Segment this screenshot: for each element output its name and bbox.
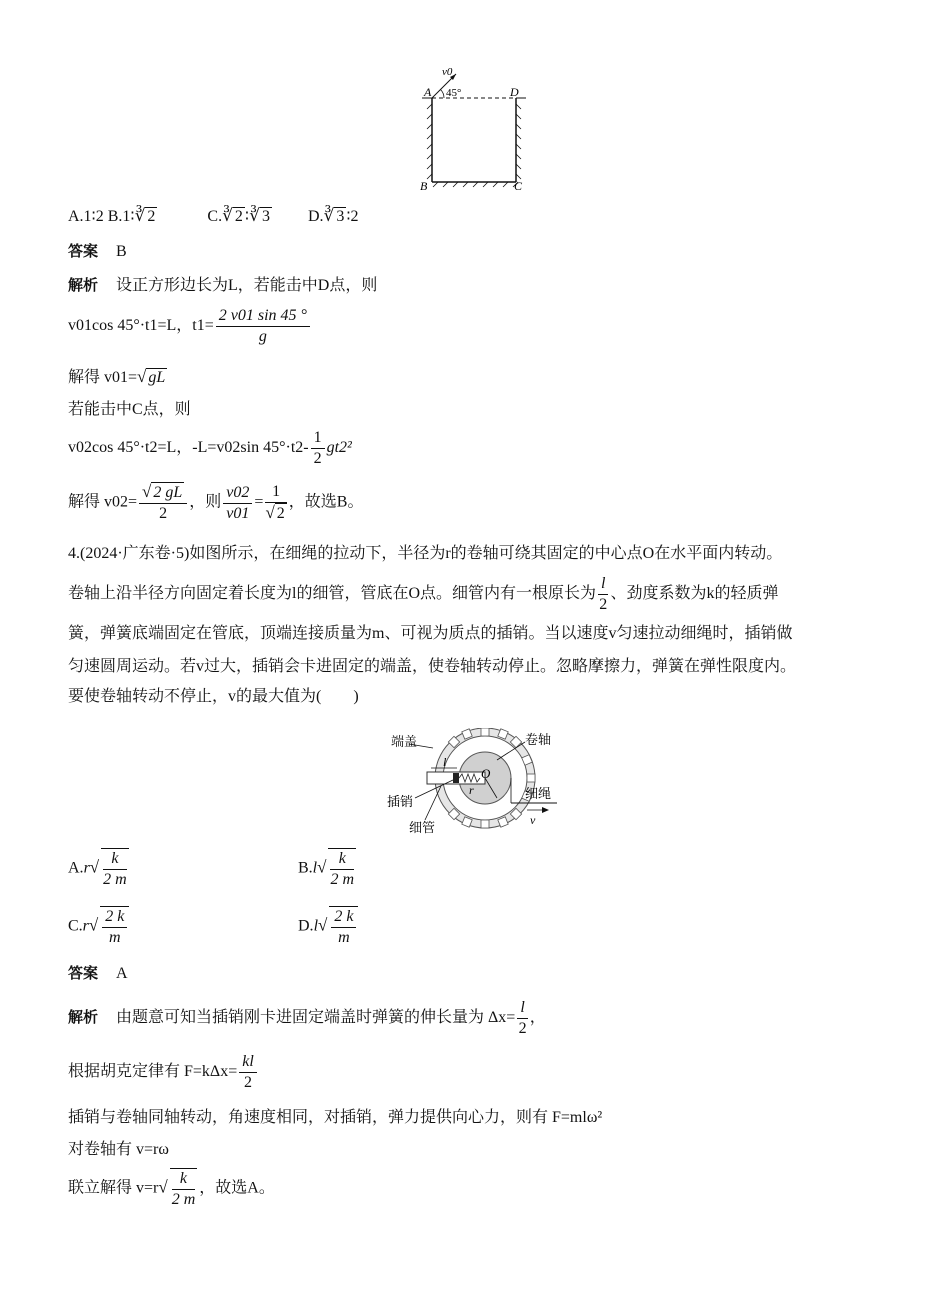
q4-option-c: C.r√ $\frac{2 k}{m}$ bbox=[68, 906, 131, 948]
q4-analysis-line4: 对卷轴有 v=rω bbox=[68, 1141, 169, 1158]
q4-analysis-line2 bbox=[68, 1052, 259, 1093]
q3-option-a: A.1∶2 bbox=[68, 208, 104, 225]
q3-option-b: B.1∶ bbox=[107, 208, 135, 225]
q4-stem bbox=[68, 536, 868, 712]
q3-eq4-rad-den: 2 bbox=[276, 505, 285, 522]
q3-eq4-eq: = bbox=[254, 493, 264, 511]
q3-eq3-left: v02cos 45°·t2=L，-L=v02sin 45°·t2- bbox=[68, 439, 309, 457]
q4-analysis-line5: 联立解得 v=r√ $\frac{k}{2 m}$ ，故选A。 bbox=[68, 1170, 275, 1208]
q4-option-b: B.l√ $\frac{k}{2 m}$ bbox=[298, 850, 355, 888]
q4-option-d-den: m bbox=[338, 929, 350, 946]
q4-analysis-line3: 插销与卷轴同轴转动，角速度相同，对插销，弹力提供向心力，则有 F=mlω² bbox=[68, 1109, 603, 1126]
q3-eq4-ratio-den: v01 bbox=[226, 504, 250, 522]
label-r: r bbox=[469, 783, 474, 797]
analysis-label: 解析 bbox=[68, 276, 99, 294]
label-end-cap: 端盖 bbox=[391, 735, 418, 750]
q4-stem-line5: 要使卷轴转动不停止，v的最大值为( ) bbox=[68, 688, 359, 705]
q4-stem-2b: 、劲度系数为k的轻质弹 bbox=[610, 585, 779, 602]
q3-answer bbox=[68, 240, 127, 261]
q4-a5-text: 联立解得 v=r bbox=[68, 1179, 159, 1197]
q4-stem-frac-den: 2 bbox=[599, 595, 608, 613]
q3-eq4-one: 1 bbox=[265, 482, 286, 503]
v0-label: v0 bbox=[442, 66, 453, 78]
label-rope: 细绳 bbox=[525, 787, 552, 802]
q3-option-c: C. bbox=[207, 208, 223, 225]
q4-a1-num: l bbox=[517, 998, 527, 1019]
square-trajectory-figure bbox=[410, 62, 540, 197]
q3-eq4-ratio-num: v02 bbox=[223, 483, 252, 504]
q4-option-a: A.r√ $\frac{k}{2 m}$ bbox=[68, 850, 127, 888]
q3-option-d-tail: ∶2 bbox=[346, 208, 359, 225]
q3-option-c-sep: ∶ bbox=[244, 208, 250, 225]
label-reel: 卷轴 bbox=[525, 733, 552, 748]
answer-label: 答案 bbox=[68, 242, 99, 260]
q4-option-c-coef: r bbox=[82, 917, 89, 935]
point-c-label: C bbox=[514, 179, 523, 193]
q4-option-d-coef: l bbox=[313, 917, 319, 935]
q4-a1-text: 由题意可知当插销刚卡进固定端盖时弹簧的伸长量为 Δx= bbox=[116, 1009, 516, 1027]
q3-option-c-rad2: 3 bbox=[261, 208, 270, 225]
q4-option-d: D.l√ $\frac{2 k}{m}$ bbox=[298, 906, 360, 948]
q3-analysis-line4: 若能击中C点，则 bbox=[68, 401, 191, 418]
q3-eq2-left: 解得 v01= bbox=[68, 369, 138, 386]
q4-option-c-key: C. bbox=[68, 917, 83, 935]
q4-a5-den: 2 m bbox=[171, 1191, 196, 1208]
q4-option-d-key: D. bbox=[298, 917, 314, 935]
q3-analysis-line1 bbox=[68, 272, 377, 295]
q3-eq4-num-rad: 2 gL bbox=[153, 484, 183, 501]
q4-stem-line3: 簧，弹簧底端固定在管底，顶端连接质量为m、可视为质点的插销。当以速度v匀速拉动细绳时，插销做 bbox=[68, 625, 793, 642]
q4-option-a-num: k bbox=[103, 849, 127, 870]
q3-eq1-left: v01cos 45°·t1=L，t1= bbox=[68, 317, 214, 335]
q3-equation-3 bbox=[68, 428, 352, 469]
q3-option-c-rad1: 2 bbox=[234, 208, 243, 225]
answer-label: 答案 bbox=[68, 964, 99, 982]
q3-eq3-den: 2 bbox=[313, 450, 322, 467]
q3-equation-4: 解得 v02= $\frac{√ 2 gL}{2}$ ，则 $\frac{v02}{v01}$ = $\frac{1}{√ 2}$ ，故选B。 bbox=[68, 482, 364, 522]
answer-value: B bbox=[116, 243, 127, 260]
q4-option-b-key: B. bbox=[298, 859, 313, 877]
q3-eq4-pre: 解得 v02= bbox=[68, 493, 138, 511]
q4-stem-line2 bbox=[68, 572, 868, 616]
q3-eq4-den: 2 bbox=[159, 505, 168, 522]
q3-options: A.1∶2 B.1∶∛ 2 C.∛ 2 ∶∛ 3 D.∛ 3 ∶2 bbox=[68, 206, 359, 225]
q4-option-a-key: A. bbox=[68, 859, 84, 877]
q4-option-b-coef: l bbox=[312, 859, 318, 877]
reel-figure bbox=[385, 728, 575, 836]
label-tube: 细管 bbox=[409, 821, 436, 836]
label-pin: 插销 bbox=[387, 795, 414, 810]
q3-eq4-mid: ，则 bbox=[189, 493, 222, 511]
q4-a2-den: 2 bbox=[244, 1074, 253, 1091]
q4-analysis-line1 bbox=[68, 998, 546, 1039]
q4-option-a-den: 2 m bbox=[103, 871, 127, 888]
q3-eq2-rad: gL bbox=[148, 369, 166, 386]
q4-stem-frac-num: l bbox=[598, 574, 608, 595]
q4-option-c-den: m bbox=[109, 929, 121, 946]
q4-stem-2a: 卷轴上沿半径方向固定着长度为l的细管，管底在O点。细管内有一根原长为 bbox=[68, 585, 597, 602]
label-o: O bbox=[481, 766, 491, 781]
q3-option-b-rad: 2 bbox=[147, 208, 156, 225]
q3-option-d: D. bbox=[307, 208, 324, 225]
q3-eq3-num: 1 bbox=[311, 428, 325, 449]
q4-stem-line4: 匀速圆周运动。若v过大，插销会卡进固定的端盖，使卷轴转动停止。忽略摩擦力，弹簧在弹性限度内。 bbox=[68, 658, 797, 675]
q3-eq4-tail: ，故选B。 bbox=[288, 493, 364, 511]
q4-option-b-den: 2 m bbox=[330, 871, 355, 888]
q4-a2-text: 根据胡克定律有 F=kΔx= bbox=[68, 1063, 238, 1081]
q3-eq1-num: 2 v01 sin 45 ° bbox=[216, 306, 310, 327]
point-b-label: B bbox=[420, 179, 428, 193]
q4-option-c-num: 2 k bbox=[102, 907, 127, 928]
q4-stem-line1: 4.(2024·广东卷·5)如图所示，在细绳的拉动下，半径为r的卷轴可绕其固定的中心点O在水平面内转动。 bbox=[68, 545, 783, 562]
q3-equation-2: 解得 v01=√ gL bbox=[68, 367, 166, 386]
angle-label: 45° bbox=[446, 87, 462, 99]
q4-a5-num: k bbox=[172, 1169, 196, 1190]
analysis-label: 解析 bbox=[68, 1008, 99, 1027]
q4-answer bbox=[68, 962, 128, 983]
q3-eq3-tail: gt2² bbox=[326, 439, 352, 457]
point-d-label: D bbox=[510, 85, 519, 99]
answer-value: A bbox=[116, 965, 128, 982]
q4-a5-tail: ，故选A。 bbox=[199, 1179, 275, 1197]
q4-option-b-num: k bbox=[330, 849, 354, 870]
q4-option-a-coef: r bbox=[83, 859, 90, 877]
q3-analysis-text1: 设正方形边长为L，若能击中D点，则 bbox=[116, 277, 378, 294]
q4-a1-den: 2 bbox=[518, 1020, 527, 1037]
q3-option-d-rad: 3 bbox=[336, 208, 345, 225]
q3-eq1-den: g bbox=[258, 328, 267, 345]
q3-equation-1 bbox=[68, 306, 312, 347]
label-l: l bbox=[443, 755, 447, 769]
label-v: v bbox=[530, 813, 536, 827]
point-a-label: A bbox=[424, 85, 432, 99]
q4-option-d-num: 2 k bbox=[331, 907, 356, 928]
q4-a2-num: kl bbox=[239, 1052, 257, 1073]
q4-a1-tail: ， bbox=[529, 1009, 546, 1027]
